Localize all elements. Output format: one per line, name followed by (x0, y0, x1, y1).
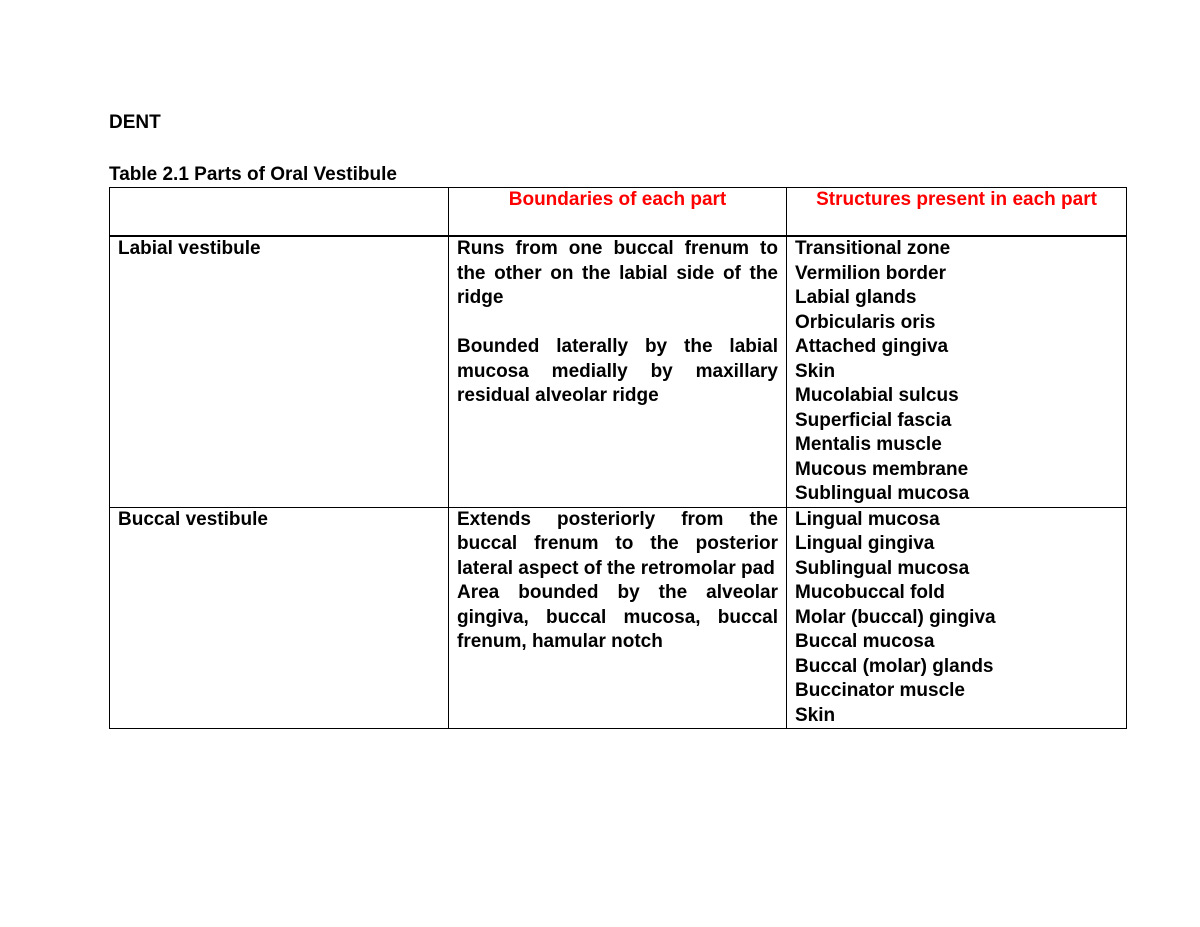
structure-item: Mentalis muscle (795, 434, 942, 455)
structures-cell (787, 236, 1127, 507)
structure-item: Vermilion border (795, 262, 946, 284)
boundaries-cell (449, 236, 787, 507)
structure-item: Skin (795, 704, 836, 726)
structure-item: Skin (795, 360, 836, 382)
boundary-text: Bounded laterally by the labial mucosa medially by maxillary residual alveolar ridge (457, 336, 778, 406)
boundary-text: Area bounded by the alveolar gingiva, buccal mucosa, buccal frenum, hamular notch (457, 582, 778, 652)
structure-item: Attached gingiva (795, 336, 949, 357)
structure-item: Labial glands (795, 287, 917, 308)
table-row (110, 236, 1127, 507)
boundary-text: Runs from one buccal frenum to the other on the labial side of the ridge (457, 238, 778, 308)
column-header-part (110, 188, 449, 237)
boundaries-cell (449, 507, 787, 729)
part-name-cell (110, 507, 449, 729)
structure-item: Transitional zone (795, 238, 951, 259)
boundary-text: Extends posteriorly from the buccal frenum to the posterior lateral aspect of the retromolar pad (457, 508, 778, 579)
structure-item: Superficial fascia (795, 409, 952, 431)
structure-item: Sublingual mucosa (795, 557, 970, 579)
table-caption: Table 2.1 Parts of Oral Vestibule (109, 164, 397, 185)
structure-item: Sublingual mucosa (795, 483, 970, 504)
structure-item: Orbicularis oris (795, 311, 936, 333)
structure-item: Buccal mucosa (795, 631, 935, 652)
structure-item: Lingual gingiva (795, 533, 935, 554)
column-header-structures: Structures present in each part (787, 188, 1127, 237)
table-row (110, 507, 1127, 729)
vestibule-table (109, 187, 1127, 729)
structure-item: Mucolabial sulcus (795, 385, 959, 406)
structure-item: Buccal (molar) glands (795, 655, 994, 677)
structures-cell (787, 507, 1127, 729)
part-name: Buccal vestibule (118, 508, 268, 530)
structure-item: Mucobuccal fold (795, 582, 945, 603)
document-heading: DENT (109, 112, 161, 133)
structure-item: Lingual mucosa (795, 508, 940, 530)
column-header-boundaries: Boundaries of each part (449, 188, 787, 237)
part-name-cell (110, 236, 449, 507)
structure-item: Buccinator muscle (795, 680, 965, 701)
structure-item: Mucous membrane (795, 458, 969, 480)
structure-item: Molar (buccal) gingiva (795, 606, 996, 628)
part-name: Labial vestibule (118, 238, 261, 259)
table-header-row (110, 188, 1127, 237)
